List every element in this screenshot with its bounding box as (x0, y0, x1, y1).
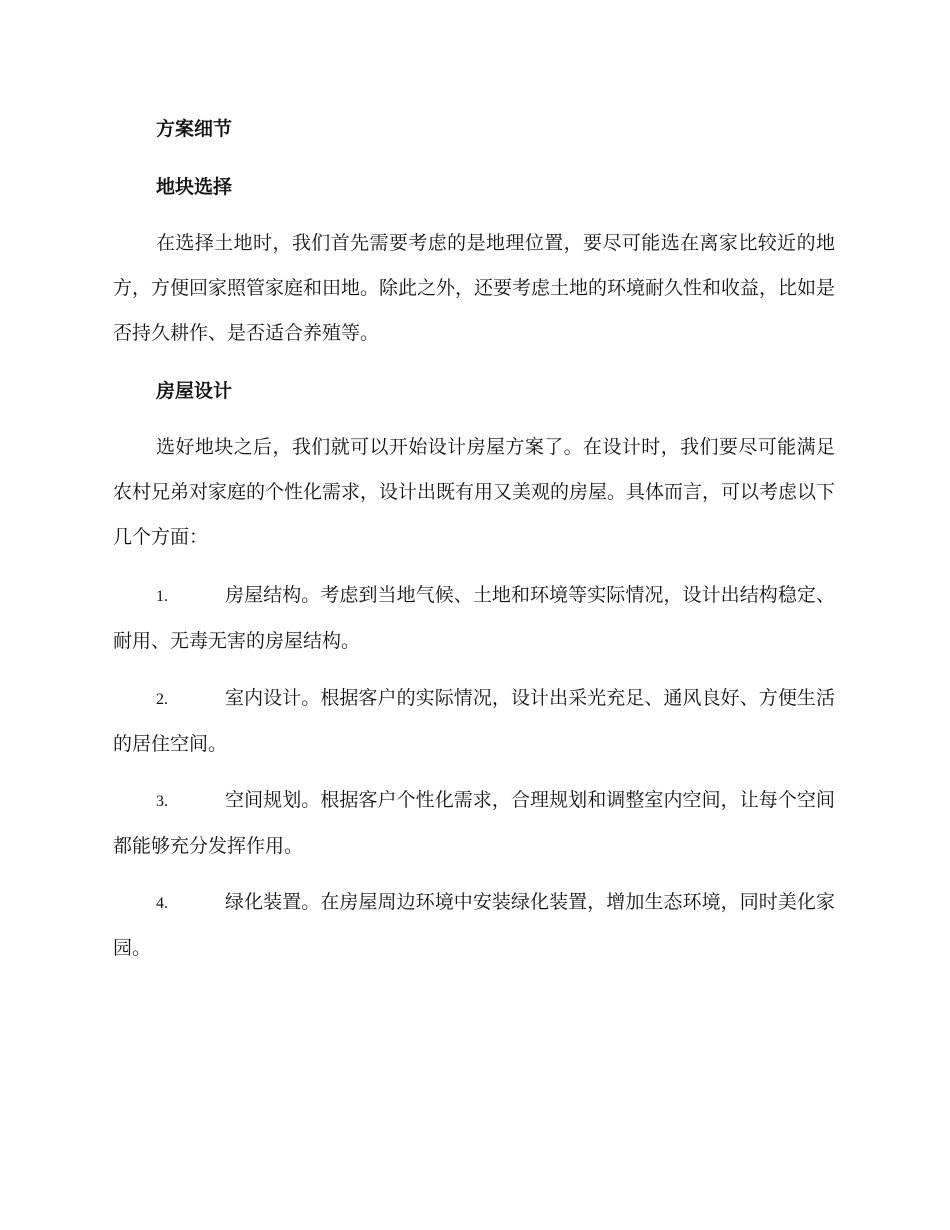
list-item-number: 1. (156, 588, 168, 605)
list-item-text: 房屋结构。考虑到当地气候、土地和环境等实际情况，设计出结构稳定、耐用、无毒无害的房屋结构。 (113, 584, 835, 652)
house-design-heading: 房屋设计 (156, 380, 233, 402)
list-item-text: 室内设计。根据客户的实际情况，设计出采光充足、通风良好、方便生活的居住空间。 (113, 687, 835, 755)
house-design-paragraph: 选好地块之后，我们就可以开始设计房屋方案了。在设计时，我们要尽可能满足农村兄弟对家庭的个性化需求，设计出既有用又美观的房屋。具体而言，可以考虑以下几个方面： (113, 436, 836, 548)
land-selection-heading: 地块选择 (156, 176, 233, 198)
land-selection-paragraph: 在选择土地时，我们首先需要考虑的是地理位置，要尽可能选在离家比较近的地方，方便回家照管家庭和田地。除此之外，还要考虑土地的环境耐久性和收益，比如是否持久耕作、是否适合养殖等。 (113, 232, 836, 344)
list-item (113, 880, 835, 971)
list-item-text: 绿化装置。在房屋周边环境中安装绿化装置，增加生态环境，同时美化家园。 (113, 891, 835, 959)
list-item-number: 3. (156, 793, 168, 810)
list-item-number: 2. (156, 691, 168, 708)
list-item-text: 空间规划。根据客户个性化需求，合理规划和调整室内空间，让每个空间都能够充分发挥作用。 (113, 789, 835, 857)
list-item (113, 573, 835, 664)
list-item (113, 676, 835, 767)
list-item (113, 778, 835, 869)
list-item-number: 4. (156, 895, 168, 912)
section-title: 方案细节 (156, 118, 233, 140)
